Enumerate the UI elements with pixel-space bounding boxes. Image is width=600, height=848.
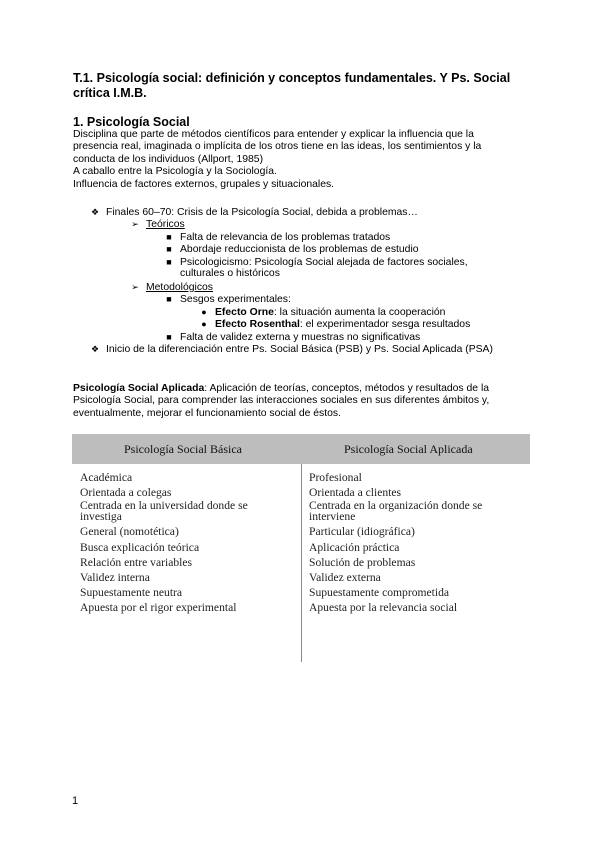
table-cell: Busca explicación teórica [80,540,200,554]
table-cell: Supuestamente neutra [80,586,183,600]
applied-term: Psicología Social Aplicada [73,383,205,394]
circle-bullet-icon: ● [201,319,207,329]
square-bullet-icon: ■ [166,294,172,304]
definition-line: presencia real, imaginada o implícita de los otros tiene en las ideas, los sentimientos y la [73,141,482,153]
square-bullet-icon: ■ [166,231,172,242]
applied-paragraph [73,383,533,420]
list-item: ■ Falta de relevancia de los problemas tratados [162,231,390,244]
list-item-continuation: culturales o históricos [180,268,280,279]
table-cell: General (nomotética) [80,525,179,539]
table-cell: Solución de problemas [309,555,416,569]
table-cell: Apuesta por la relevancia social [309,601,458,615]
table-cell: Supuestamente comprometida [309,586,450,600]
square-bullet-icon: ■ [166,244,172,254]
arrow-bullet-icon: ➢ [131,219,139,229]
table-cell: Centrada en la universidad donde se investiga [80,499,248,523]
section-heading: 1. Psicología Social [73,115,190,129]
column-basica [80,470,248,616]
arrow-bullet-icon: ➢ [131,281,139,292]
page-number: 1 [72,795,79,807]
applied-line: Psicología Social, para comprender las interacciones sociales en sus diferentes ámbitos y, [73,395,490,407]
table-cell: Centrada en la organización donde se interviene [309,499,483,523]
table-cell: Relación entre variables [80,555,193,569]
list-item: ➢ Teóricos [128,218,185,231]
table-cell: Particular (idiográfica) [309,525,415,539]
header-aplicada: Psicología Social Aplicada [344,442,473,456]
table-cell: Profesional [309,471,362,484]
square-bullet-icon: ■ [166,331,172,342]
applied-line: eventualmente, mejorar el funcionamiento social de éstos. [73,407,341,419]
table-cell: Aplicación práctica [309,540,400,554]
square-bullet-icon: ■ [166,256,172,267]
list-item: ● Efecto Orne: la situación aumenta la cooperación [197,306,445,319]
definition-paragraph [73,129,533,191]
list-item: ❖ Finales 60–70: Crisis de la Psicología Social, debida a problemas… [88,206,418,219]
list-item: ❖ Inicio de la diferenciación entre Ps. Social Básica (PSB) y Ps. Social Aplicada (PSA) [88,343,493,356]
diamond-bullet-icon: ❖ [90,344,100,354]
table-cell: Validez externa [309,571,381,585]
table-cell: Validez interna [80,571,150,585]
diamond-bullet-icon: ❖ [90,207,100,217]
table-cell: Orientada a clientes [309,486,402,500]
header-basica: Psicología Social Básica [124,442,242,456]
definition-line: conducta de los individuos (Allport, 1985) [73,153,264,165]
list-item: ■ Falta de validez externa y muestras no significativas [162,331,420,344]
list-item: ■ Abordaje reduccionista de los problemas de estudio [162,243,419,256]
column-divider [301,464,302,662]
table-cell: Académica [80,471,133,484]
list-item: ● Efecto Rosenthal: el experimentador sesga resultados [197,318,470,331]
comparison-table [72,434,530,662]
circle-bullet-icon: ● [201,306,207,317]
definition-line: Disciplina que parte de métodos científicos para entender y explicar la influencia que la [73,129,474,140]
column-aplicada [309,470,482,616]
definition-line: A caballo entre la Psicología y la Sociología. [73,166,277,178]
table-cell: Orientada a colegas [80,486,172,500]
table-cell: Apuesta por el rigor experimental [80,601,237,615]
table-header [72,434,530,464]
document-title: T.1. Psicología social: definición y conceptos fundamentales. Y Ps. Social crítica I.M.B. [73,71,511,100]
list-item: ➢ Metodológicos [128,281,213,294]
applied-line: : Aplicación de teorías, conceptos, métodos y resultados de la [204,383,490,394]
list-item: ■ Sesgos experimentales: [162,293,291,306]
definition-line: Influencia de factores externos, grupales y situacionales. [73,178,335,190]
list-item: ■ Psicologicismo: Psicología Social alejada de factores sociales, [162,256,468,269]
